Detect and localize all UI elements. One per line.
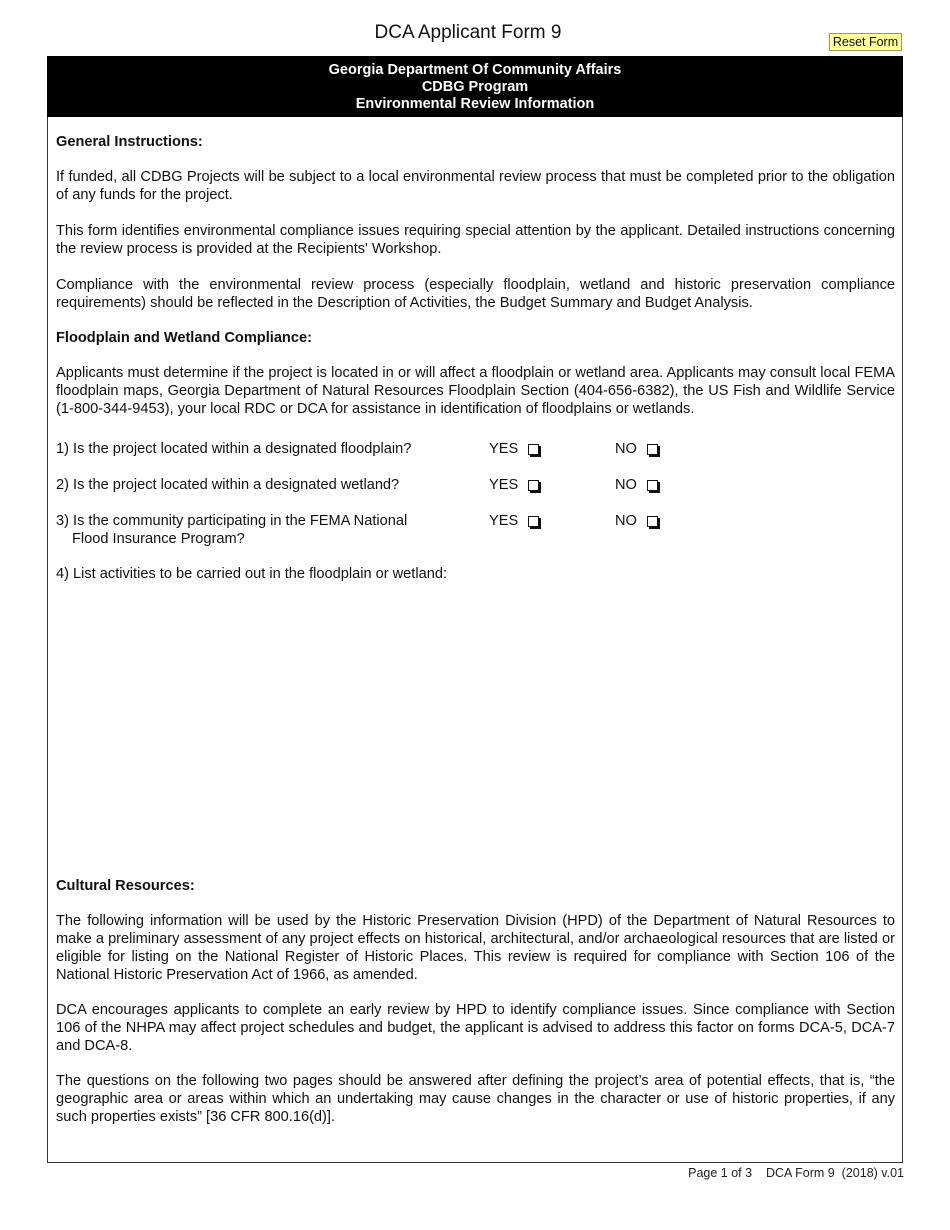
general-paragraph-1: If funded, all CDBG Projects will be subject to a local environmental review process that must be completed prior to the obligation of any funds for the project.: [56, 169, 895, 203]
question-activities-text: 4) List activities to be carried out in the floodplain or wetland:: [56, 566, 448, 582]
floodplain-heading: Floodplain and Wetland Compliance:: [56, 330, 312, 346]
floodplain-yes-option: [489, 440, 539, 458]
no-label: NO: [615, 477, 637, 493]
yes-label: YES: [489, 441, 519, 457]
header-form-name: Environmental Review Information: [355, 96, 595, 112]
fema-yes-checkbox[interactable]: [528, 516, 539, 527]
cultural-paragraph-2: DCA encourages applicants to complete an early review by HPD to identify compliance issues. Since compliance with Section 106 of the NHPA may affect project schedules and budget, the applicant is advised to address this factor on forms DCA-5, DCA-7 and DCA-8.: [56, 1002, 895, 1054]
form-title: DCA Applicant Form 9: [374, 22, 562, 43]
reset-form-button[interactable]: Reset Form: [829, 33, 902, 51]
general-paragraph-2: This form identifies environmental compliance issues requiring special attention by the applicant. Detailed instructions concerning the review process is provided at the Recipients' Workshop.: [56, 223, 895, 257]
general-instructions-heading: General Instructions:: [56, 134, 203, 150]
cultural-paragraph-3: The questions on the following two pages should be answered after defining the project’s area of potential effects, that is, “the geographic area or areas within which an undertaking may cause changes in the character or use of historic properties, if any such properties exists” [36 CFR 800.16(d)].: [56, 1073, 895, 1125]
no-label: NO: [615, 513, 637, 529]
header-agency: Georgia Department Of Community Affairs: [328, 62, 622, 78]
question-wetland: [56, 476, 895, 494]
header-program: CDBG Program: [421, 79, 529, 95]
wetland-no-option: [615, 476, 658, 494]
wetland-no-checkbox[interactable]: [647, 480, 658, 491]
question-fema-line-1: 3) Is the community participating in the FEMA National: [56, 513, 408, 529]
fema-no-option: [615, 512, 658, 530]
no-label: NO: [615, 441, 637, 457]
form-header: [47, 56, 903, 117]
question-wetland-text: 2) Is the project located within a designated wetland?: [56, 477, 400, 493]
yes-label: YES: [489, 513, 519, 529]
yes-label: YES: [489, 477, 519, 493]
floodplain-no-checkbox[interactable]: [647, 444, 658, 455]
general-paragraph-3: Compliance with the environmental review process (especially floodplain, wetland and historic preservation compliance requirements) should be reflected in the Description of Activities, the Budget Summary and Budget Analysis.: [56, 277, 895, 311]
floodplain-yes-checkbox[interactable]: [528, 444, 539, 455]
page-footer: Page 1 of 3 DCA Form 9 (2018) v.01: [688, 1166, 904, 1180]
cultural-resources-heading: Cultural Resources:: [56, 878, 195, 894]
question-fema-nfip: [56, 512, 895, 548]
question-floodplain: [56, 440, 895, 458]
wetland-yes-option: [489, 476, 539, 494]
question-fema-nfip-text: [56, 512, 476, 548]
floodplain-no-option: [615, 440, 658, 458]
question-floodplain-text: 1) Is the project located within a designated floodplain?: [56, 441, 412, 457]
cultural-paragraph-1: The following information will be used by the Historic Preservation Division (HPD) of the Department of Natural Resources to make a preliminary assessment of any project effects on historical, architectural, and/or archaeological resources that are listed or eligible for listing on the National Register of Historic Places. This review is required for compliance with Section 106 of the National Historic Preservation Act of 1966, as amended.: [56, 913, 895, 983]
activities-answer-field[interactable]: [56, 591, 895, 877]
form-content: [56, 133, 895, 1126]
question-fema-line-2: Flood Insurance Program?: [72, 531, 245, 547]
wetland-yes-checkbox[interactable]: [528, 480, 539, 491]
floodplain-paragraph: Applicants must determine if the project is located in or will affect a floodplain or wetland area. Applicants may consult local FEMA floodplain maps, Georgia Department of Natural Resources Floodplain Section (404-656-6382), the US Fish and Wildlife Service (1-800-344-9453), your local RDC or DCA for assistance in identification of floodplains or wetlands.: [56, 365, 895, 417]
fema-no-checkbox[interactable]: [647, 516, 658, 527]
fema-yes-option: [489, 512, 539, 530]
